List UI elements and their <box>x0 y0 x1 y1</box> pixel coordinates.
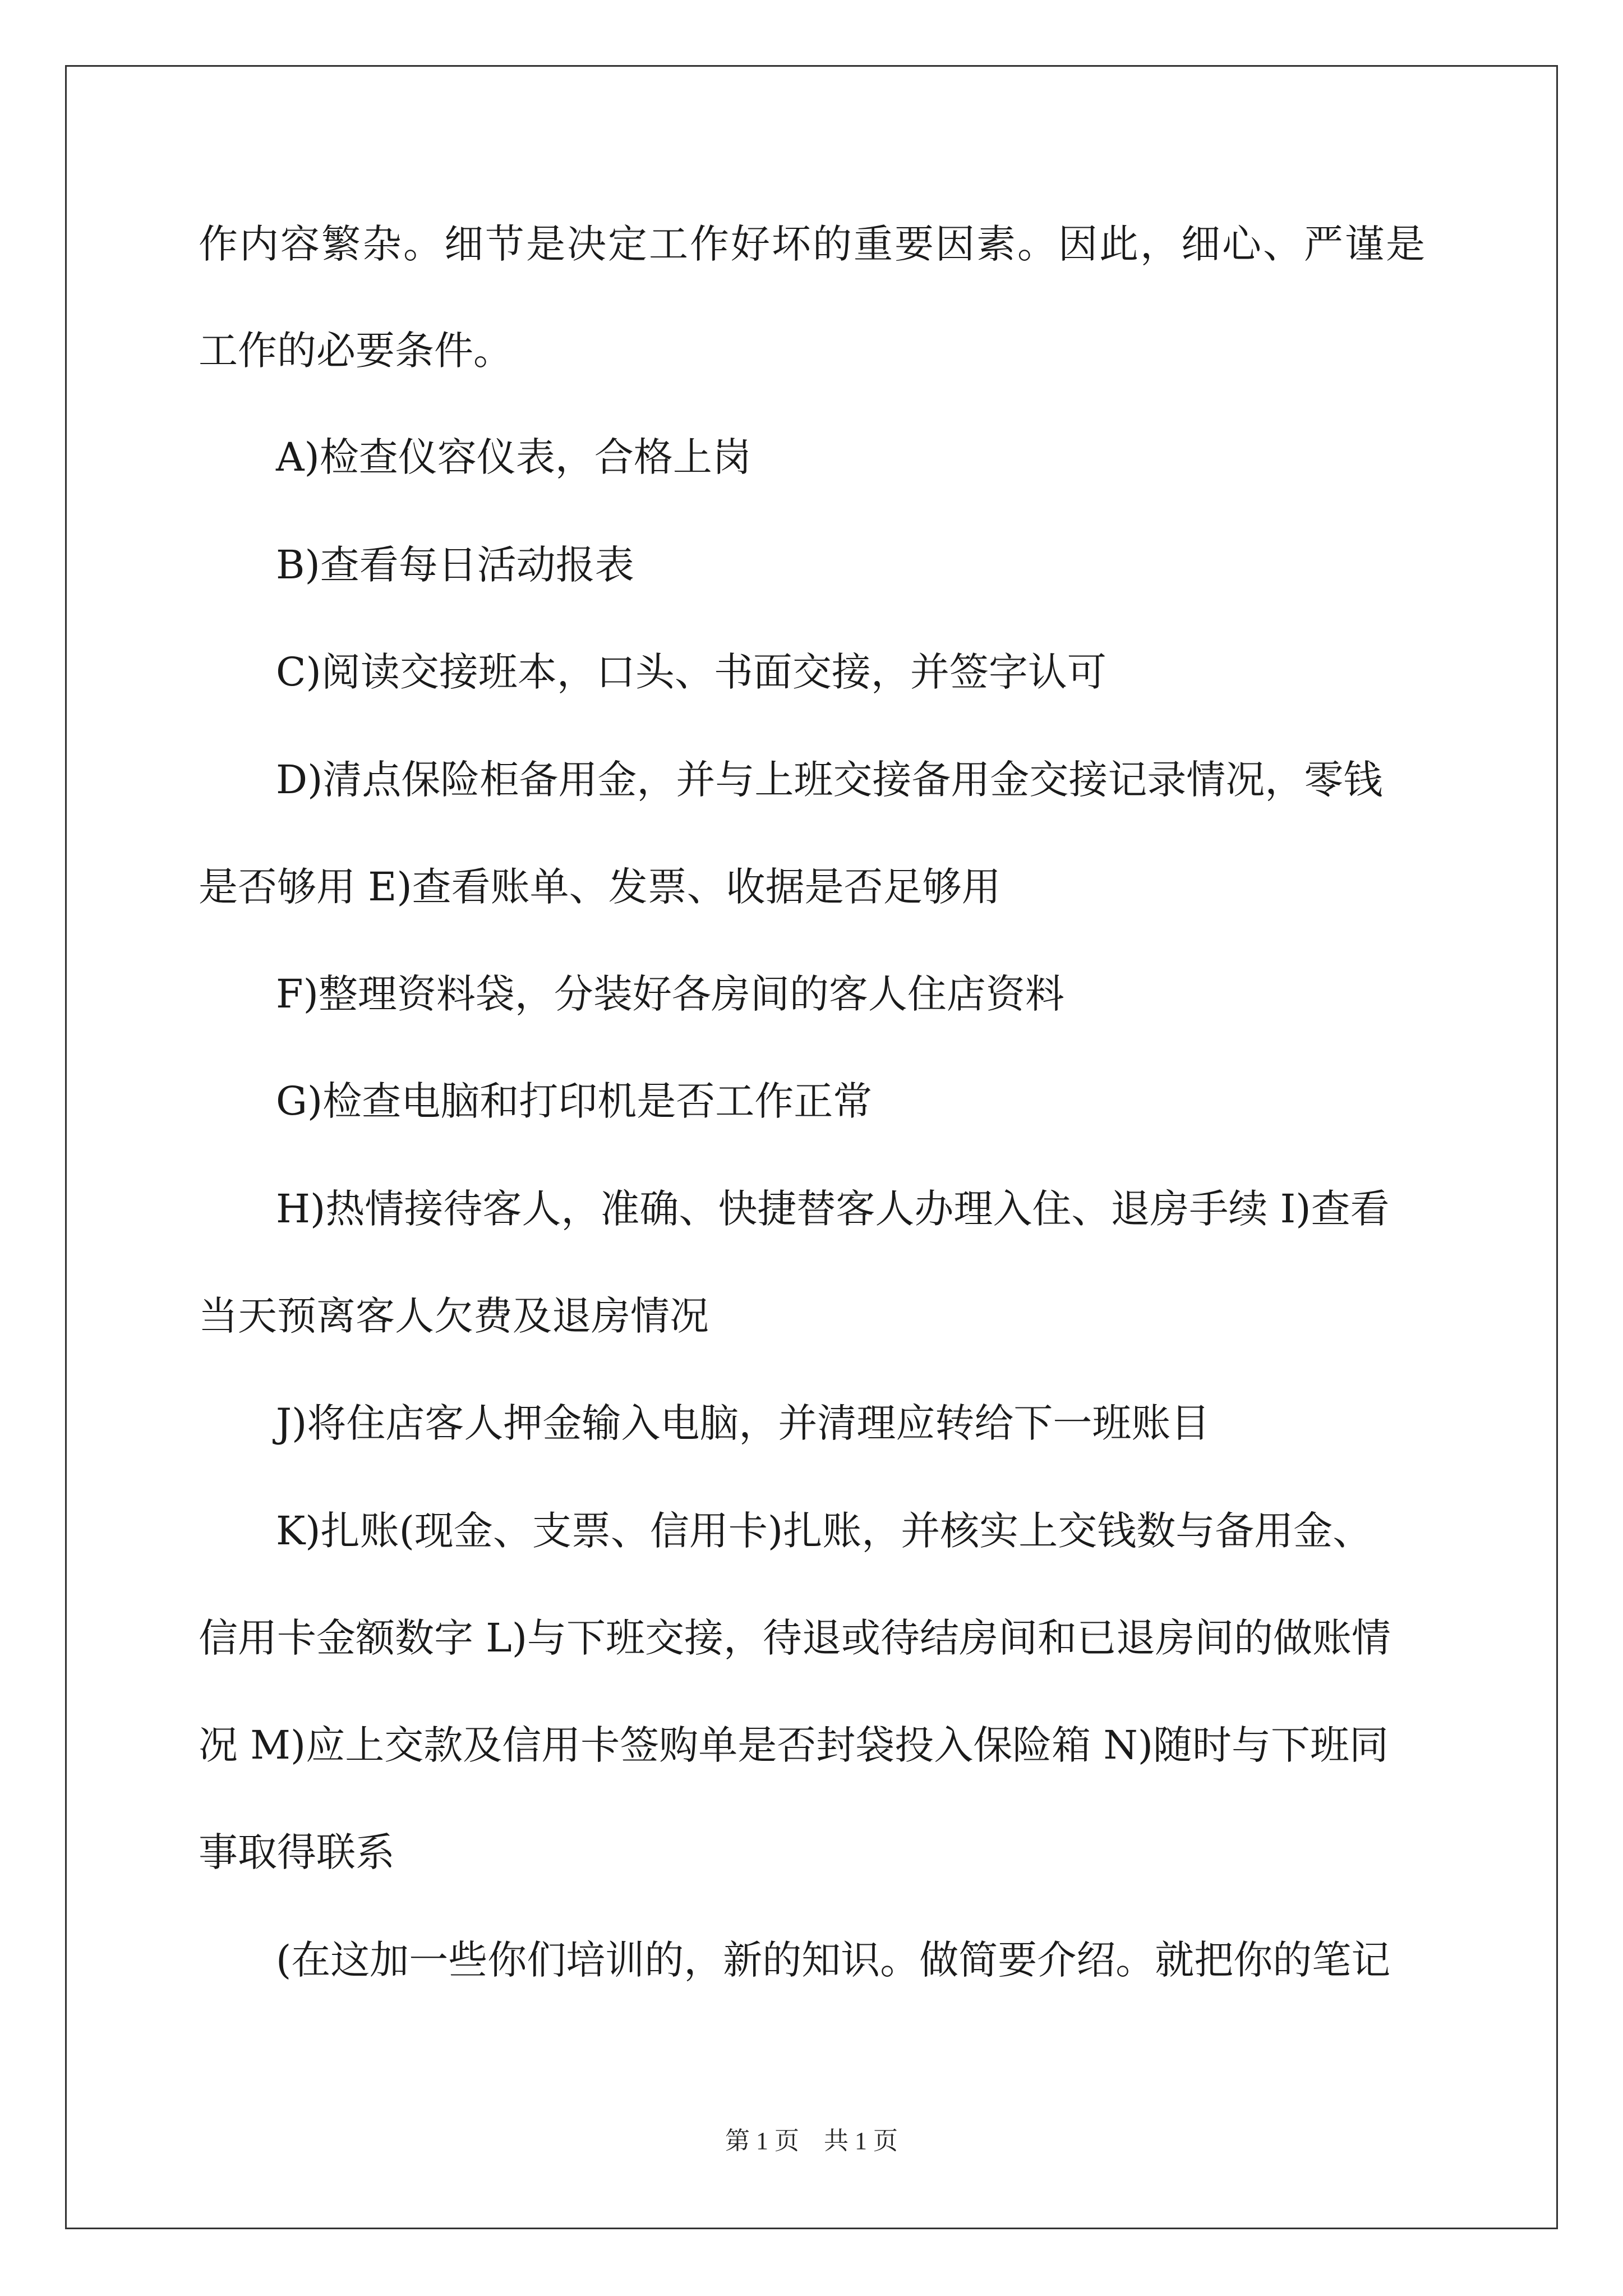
body-line: (在这加一些你们培训的，新的知识。做简要介绍。就把你的笔记 <box>276 1937 1391 1983</box>
list-item: J)将住店客人押金输入电脑，并清理应转给下一班账目 <box>276 1400 1210 1446</box>
list-item: A)检查仪容仪表，合格上岗 <box>276 434 751 480</box>
body-line: 信用卡金额数字 L)与下班交接，待退或待结房间和已退房间的做账情 <box>199 1615 1391 1661</box>
list-item: G)检查电脑和打印机是否工作正常 <box>276 1078 873 1124</box>
list-item: C)阅读交接班本，口头、书面交接，并签字认可 <box>276 649 1106 695</box>
body-line: 工作的必要条件。 <box>199 328 513 374</box>
body-line: 是否够用 E)查看账单、发票、收据是否足够用 <box>199 864 1001 910</box>
body-line: 况 M)应上交款及信用卡签购单是否封袋投入保险箱 N)随时与下班同 <box>199 1722 1389 1768</box>
page-border <box>65 65 1558 2229</box>
list-item: B)查看每日活动报表 <box>276 542 634 588</box>
body-line: 事取得联系 <box>199 1829 395 1875</box>
body-line: 作内容繁杂。细节是决定工作好坏的重要因素。因此，细心、严谨是 <box>199 221 1427 267</box>
list-item: H)热情接待客人，准确、快捷替客人办理入住、退房手续 I)查看 <box>276 1186 1390 1232</box>
list-item: K)扎账(现金、支票、信用卡)扎账，并核实上交钱数与备用金、 <box>276 1508 1372 1554</box>
page-footer: 第 1 页 共 1 页 <box>725 2127 898 2155</box>
list-item: F)整理资料袋，分装好各房间的客人住店资料 <box>276 971 1064 1017</box>
body-line: 当天预离客人欠费及退房情况 <box>199 1293 709 1339</box>
list-item: D)清点保险柜备用金，并与上班交接备用金交接记录情况，零钱 <box>276 757 1383 803</box>
